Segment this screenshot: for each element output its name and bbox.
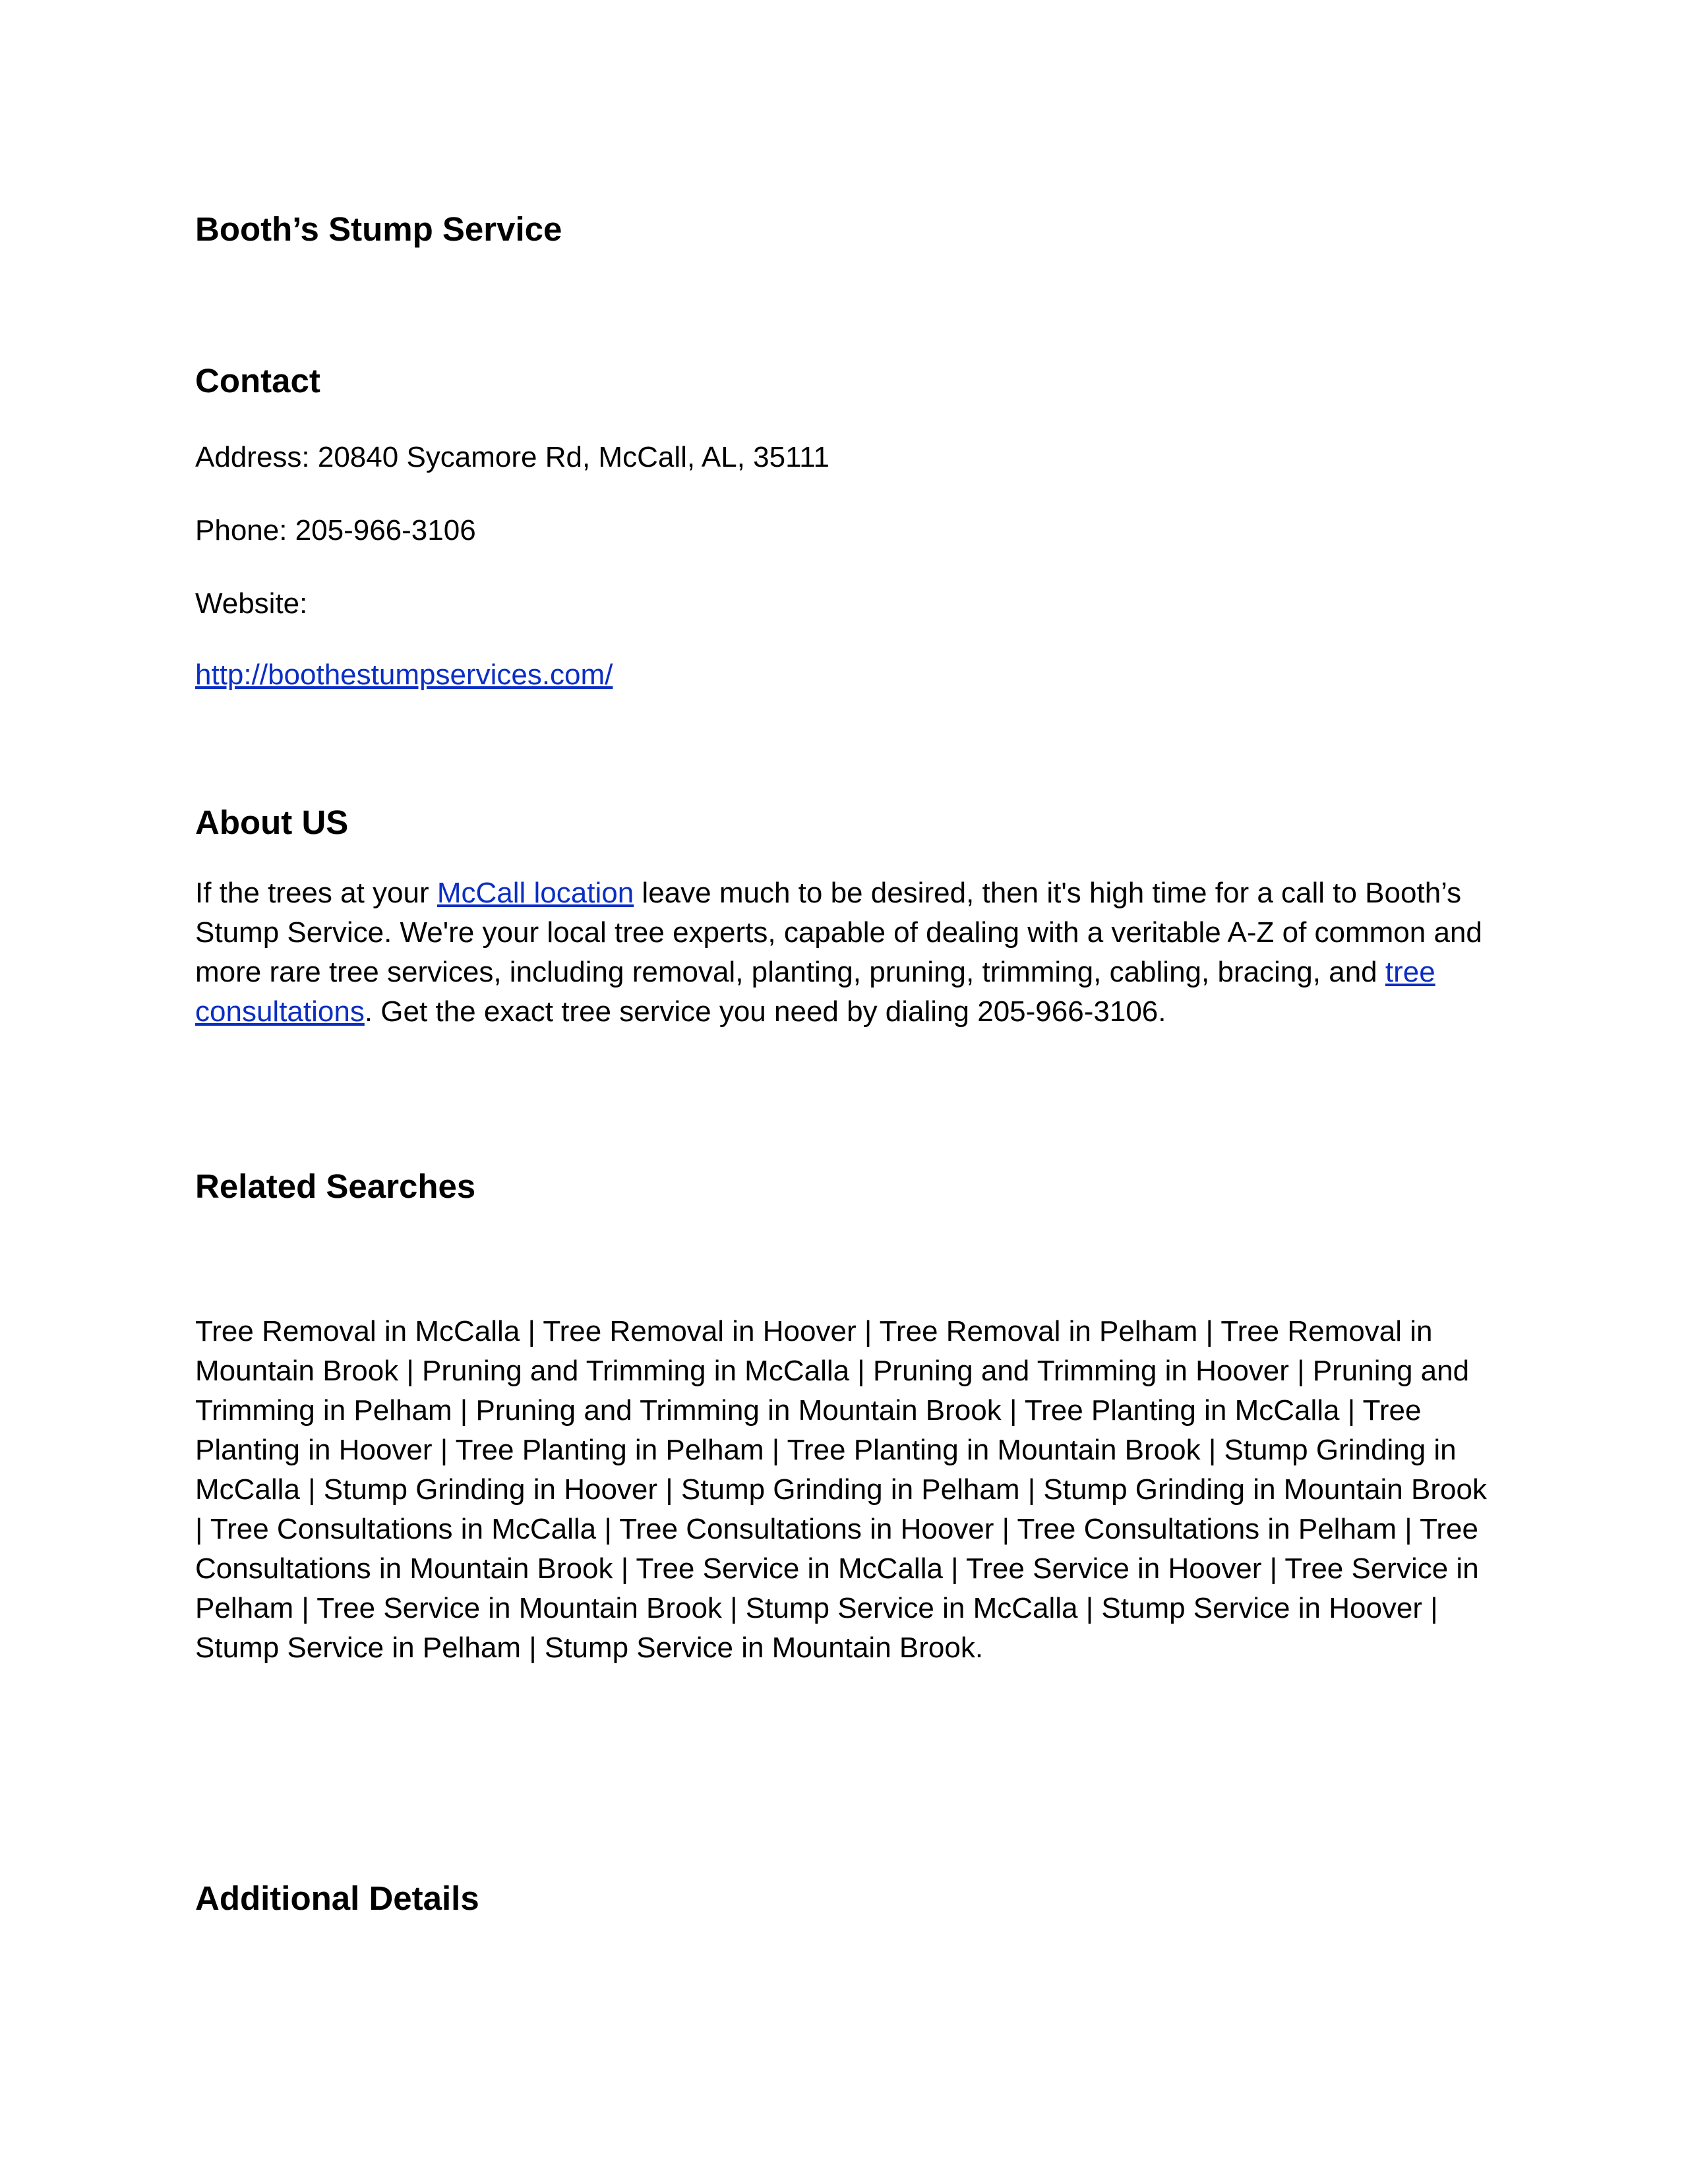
tree-consultations-link[interactable]: tree consultations (195, 956, 1435, 1028)
related-searches-heading: Related Searches (195, 1167, 476, 1205)
website-link[interactable]: http://boothestumpservices.com/ (195, 659, 613, 691)
about-paragraph (195, 873, 1501, 1032)
mccall-location-link[interactable]: McCall location (437, 877, 634, 909)
contact-website-label: Website: (195, 587, 308, 620)
about-text-part-2: leave much to be desired, then it's high time for a call to Booth’s Stump Service. We're your local tree experts, capable of dealing with a veritable A-Z of common and more rare tree services, including removal, planting, pruning, trimming, cabling, bracing, and (195, 877, 1482, 988)
about-text-part-1: If the trees at your (195, 877, 437, 909)
contact-phone: Phone: 205-966-3106 (195, 514, 476, 546)
related-searches-paragraph: Tree Removal in McCalla | Tree Removal in Hoover | Tree Removal in Pelham | Tree Removal in Mountain Brook | Pruning and Trimming in McCalla | Pruning and Trimming in Hoover | Pruning and Trimming in Pelham | Pruning and Trimming in Mountain Brook | Tree Planting in McCalla | Tree Planting in Hoover | Tree Planting in Pelham | Tree Planting in Mountain Brook | Stump Grinding in McCalla | Stump Grinding in Hoover | Stump Grinding in Pelham | Stump Grinding in Mountain Brook | Tree Consultations in McCalla | Tree Consultations in Hoover | Tree Consultations in Pelham | Tree Consultations in Mountain Brook | Tree Service in McCalla | Tree Service in Hoover | Tree Service in Pelham | Tree Service in Mountain Brook | Stump Service in McCalla | Stump Service in Hoover | Stump Service in Pelham | Stump Service in Mountain Brook. (195, 1315, 1487, 1664)
contact-heading: Contact (195, 362, 320, 399)
contact-address: Address: 20840 Sycamore Rd, McCall, AL, 35111 (195, 441, 829, 473)
about-heading: About US (195, 804, 349, 841)
document-title: Booth’s Stump Service (195, 210, 562, 248)
contact-website-line (195, 657, 613, 694)
about-text-part-3: . Get the exact tree service you need by dialing 205-966-3106. (364, 995, 1166, 1028)
additional-details-heading: Additional Details (195, 1879, 479, 1917)
